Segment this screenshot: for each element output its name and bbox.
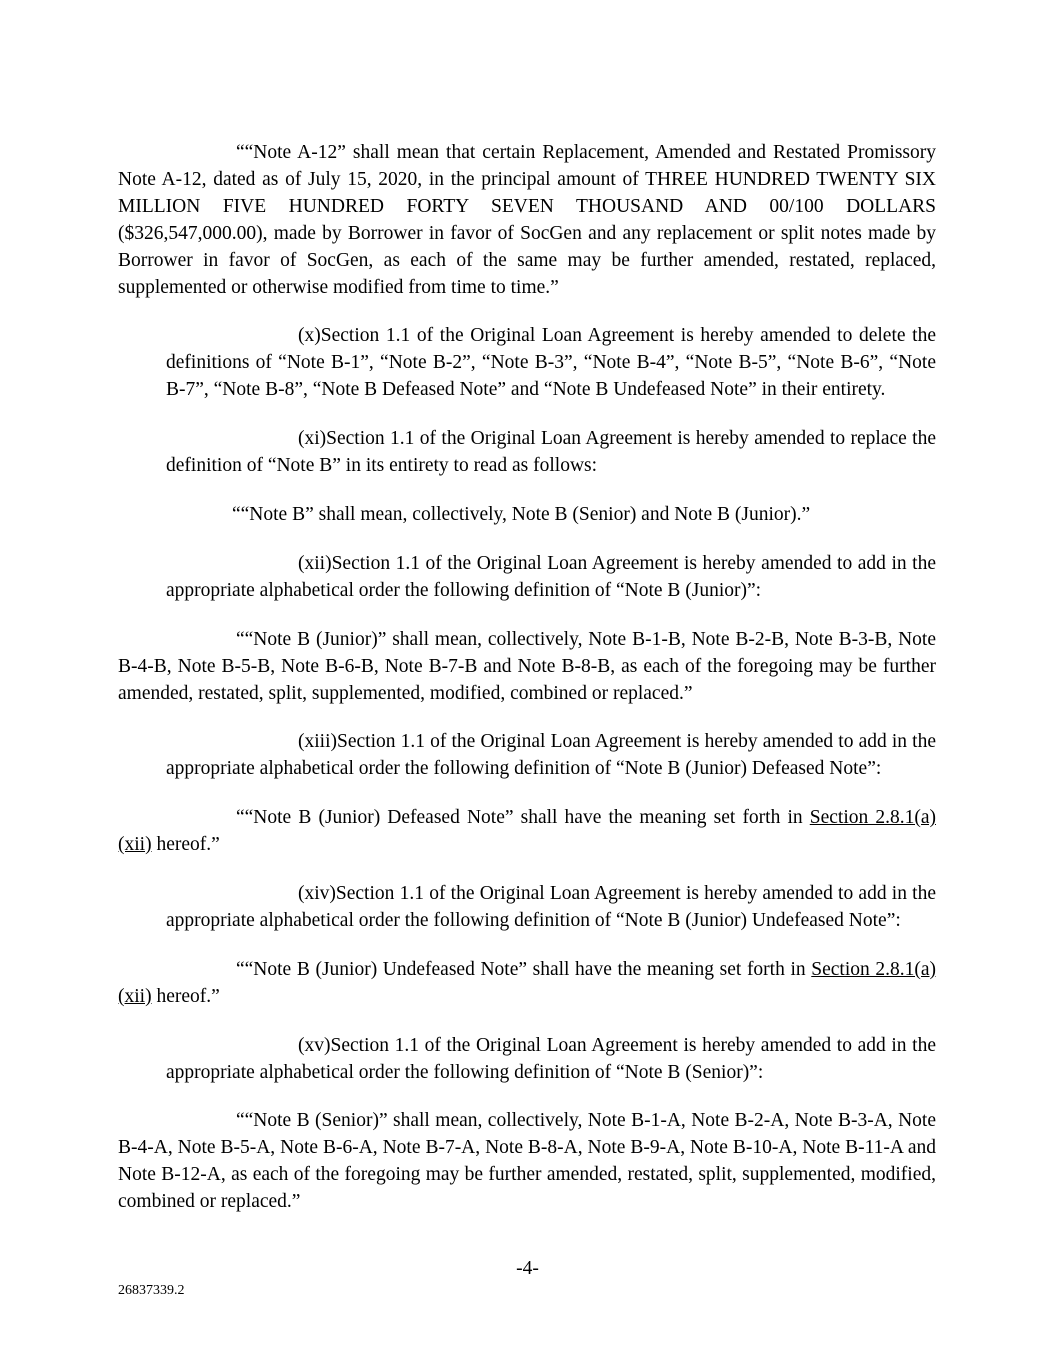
clause-text-xi: Section 1.1 of the Original Loan Agreement is hereby amended to replace the definition of “Note B” in its entirety to read as follows:	[166, 428, 936, 477]
clause-marker-xi: (xi)	[298, 428, 327, 450]
paragraph-note-a12-definition: ““Note A-12” shall mean that certain Replacement, Amended and Restated Promissory Note A-12, dated as of July 15, 2020, in the principal amount of THREE HUNDRED TWENTY SIX MILLION FIVE HUNDRED FORTY SEVEN THOUSAND AND 00/100 DOLLARS ($326,547,000.00), made by Borrower in favor of SocGen and any replacement or split notes made by Borrower in favor of SocGen, as each of the same may be further amended, restated, replaced, supplemented or otherwise modified from time to time.”	[118, 142, 936, 298]
paragraph-clause-xii	[166, 551, 936, 605]
defeased-text-before: ““Note B (Junior) Defeased Note” shall have the meaning set forth in	[236, 807, 810, 829]
clause-text-xii: Section 1.1 of the Original Loan Agreement is hereby amended to add in the appropriate alphabetical order the following definition of “Note B (Junior)”:	[166, 552, 936, 601]
clause-text-x: Section 1.1 of the Original Loan Agreement is hereby amended to delete the definitions of “Note B-1”, “Note B-2”, “Note B-3”, “Note B-4”, “Note B-5”, “Note B-6”, “Note B-7”, “Note B-8”, “Note B Defeased Note” and “Note B Undefeased Note” in their entirety.	[166, 325, 936, 401]
clause-marker-xv: (xv)	[298, 1034, 331, 1056]
clause-marker-xii: (xii)	[298, 552, 332, 574]
section-reference-link[interactable]: Section 2.8.1(a)(xii)	[118, 807, 936, 856]
paragraph-note-b-definition: ““Note B” shall mean, collectively, Note B (Senior) and Note B (Junior).”	[232, 503, 811, 525]
clause-marker-xiv: (xiv)	[298, 883, 336, 905]
paragraph-note-b-senior-definition: ““Note B (Senior)” shall mean, collectively, Note B-1-A, Note B-2-A, Note B-3-A, Note B-4-A, Note B-5-A, Note B-6-A, Note B-7-A, Note B-8-A, Note B-9-A, Note B-10-A, Note B-11-A and Note B-12-A, as each of the foregoing may be further amended, restated, split, supplemented, modified, combined or replaced.”	[118, 1110, 936, 1213]
page-number: -4-	[516, 1258, 539, 1279]
document-body	[118, 140, 936, 1238]
paragraph-note-b-junior-defeased-definition	[118, 805, 936, 859]
paragraph-clause-xi	[166, 426, 936, 480]
paragraph-clause-x	[166, 323, 936, 404]
clause-text-xv: Section 1.1 of the Original Loan Agreement is hereby amended to add in the appropriate alphabetical order the following definition of “Note B (Senior)”:	[166, 1034, 936, 1083]
paragraph-clause-xiv	[166, 881, 936, 935]
undefeased-text-before: ““Note B (Junior) Undefeased Note” shall have the meaning set forth in	[236, 958, 812, 980]
section-reference-link[interactable]: Section 2.8.1(a)(xii)	[118, 958, 936, 1007]
paragraph-note-b-junior-undefeased-definition	[118, 957, 936, 1011]
document-id: 26837339.2	[118, 1283, 185, 1298]
clause-marker-xiii: (xiii)	[298, 731, 337, 753]
paragraph-note-b-junior-definition: ““Note B (Junior)” shall mean, collectively, Note B-1-B, Note B-2-B, Note B-3-B, Note B-4-B, Note B-5-B, Note B-6-B, Note B-7-B and Note B-8-B, as each of the foregoing may be further amended, restated, split, supplemented, modified, combined or replaced.”	[118, 628, 936, 704]
clause-text-xiii: Section 1.1 of the Original Loan Agreement is hereby amended to add in the appropriate alphabetical order the following definition of “Note B (Junior) Defeased Note”:	[166, 731, 936, 780]
undefeased-text-after: hereof.”	[151, 985, 220, 1007]
paragraph-clause-xv	[166, 1033, 936, 1087]
clause-marker-x: (x)	[298, 325, 321, 347]
clause-text-xiv: Section 1.1 of the Original Loan Agreement is hereby amended to add in the appropriate alphabetical order the following definition of “Note B (Junior) Undefeased Note”:	[166, 883, 936, 931]
defeased-text-after: hereof.”	[151, 834, 220, 856]
paragraph-clause-xiii	[166, 729, 936, 783]
